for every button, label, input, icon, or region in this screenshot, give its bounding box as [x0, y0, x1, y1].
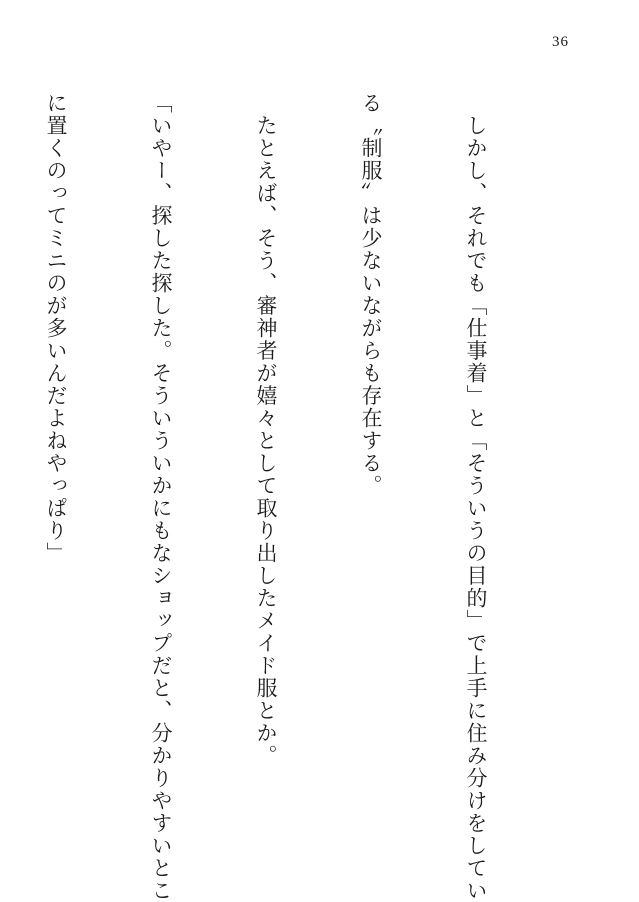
page-number: 36: [552, 34, 569, 50]
text-line-4: 「いやー、探した探した。そういういかにもなショップだと、分かりやすいとこ: [149, 92, 173, 902]
text-line-5: に置くのってミニのが多いんだよねやっぱり」: [44, 92, 68, 565]
text-line-3: たとえば、そう、審神者が嬉々として取り出したメイド服とか。: [254, 92, 278, 767]
text-line-1: しかし、それでも「仕事着」と「そういうの目的」で上手に住み分けをしてい: [464, 92, 488, 902]
text-line-2: る〝制服〟は少ないながらも存在する。: [359, 92, 383, 497]
novel-text-body: [44, 92, 563, 902]
